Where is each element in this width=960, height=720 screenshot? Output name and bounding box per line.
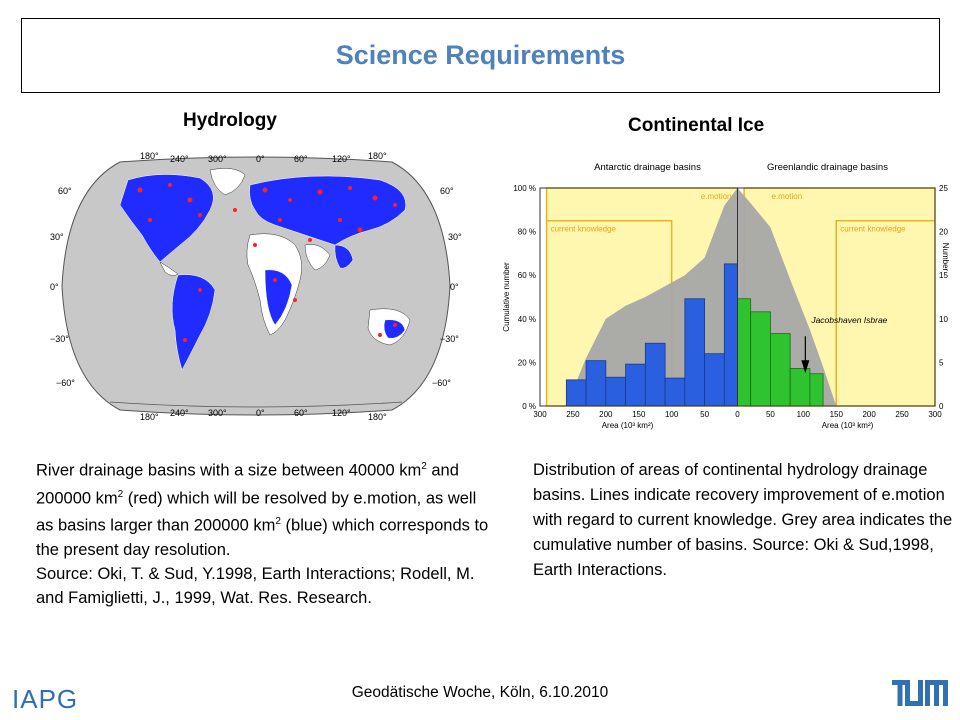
x-tick: 100	[664, 410, 679, 419]
lat-label: −30°	[440, 334, 459, 344]
greenland-bar	[790, 369, 810, 406]
footer-event: Geodätische Woche, Köln, 6.10.2010	[351, 684, 609, 701]
y-tick-left: 40 %	[517, 314, 536, 324]
lat-label: −30°	[50, 334, 69, 344]
greenland-bar	[738, 299, 751, 406]
y-tick-right: 15	[939, 271, 948, 281]
current-label-right: current knowledge	[840, 224, 906, 234]
y-tick-right: 0	[939, 402, 944, 411]
lon-label: 300°	[208, 154, 227, 164]
y-tick-right: 10	[939, 314, 948, 324]
antarctic-bar	[606, 377, 626, 406]
lon-label: 180°	[368, 151, 387, 161]
continental-ice-heading: Continental Ice	[628, 115, 765, 136]
lon-label: 240°	[170, 408, 189, 418]
lon-label: 180°	[140, 412, 159, 422]
x-label-right: Area (10³ km²)	[821, 421, 874, 430]
lon-label: 60°	[294, 408, 308, 418]
x-tick: 50	[700, 410, 710, 419]
basins-chart	[495, 150, 950, 430]
greenland-bar	[770, 334, 790, 406]
lat-label: 30°	[50, 232, 64, 242]
hydrology-caption-source: Source: Oki, T. & Sud, Y.1998, Earth Interactions; Rodell, M. and Famiglietti, J., 1999, Wat. Res. Research.	[36, 564, 475, 607]
lon-label: 120°	[332, 154, 351, 164]
emotion-label-left: e.motion	[700, 191, 732, 201]
x-tick: 0	[735, 410, 740, 419]
antarctic-bar	[645, 343, 665, 406]
antarctic-bar	[566, 380, 586, 406]
y-tick-right: 20	[939, 227, 948, 237]
tum-logo-svg	[892, 680, 948, 706]
world-map	[50, 150, 462, 422]
lat-label: −60°	[432, 378, 451, 388]
greenland-bar	[810, 374, 823, 406]
antarctic-bar	[586, 361, 606, 406]
lat-label: 0°	[50, 282, 59, 292]
lon-label: 0°	[256, 154, 265, 164]
x-tick: 200	[862, 410, 876, 419]
lon-label: 180°	[140, 151, 159, 161]
lon-label: 60°	[294, 154, 308, 164]
slide-title: Science Requirements	[335, 40, 626, 70]
lat-label: 60°	[440, 186, 454, 196]
y-tick-left: 100 %	[513, 184, 536, 193]
x-label-left: Area (10³ km²)	[601, 421, 654, 430]
x-tick: 200	[599, 410, 613, 419]
y-tick-right: 25	[939, 184, 948, 193]
y-label-right: Number	[941, 242, 950, 272]
chart-title-right: Greenlandic drainage basins	[767, 162, 888, 173]
y-tick-left: 20 %	[517, 358, 536, 368]
antarctic-bar	[685, 299, 705, 406]
x-tick: 150	[632, 410, 646, 419]
greenland-bar	[751, 312, 771, 406]
antarctic-bar	[724, 264, 737, 406]
x-tick: 50	[765, 410, 775, 419]
hydrology-heading: Hydrology	[183, 110, 277, 131]
antarctic-bar	[626, 364, 646, 406]
y-tick-left: 60 %	[517, 271, 536, 281]
x-tick: 250	[895, 410, 909, 419]
chart-title-left: Antarctic drainage basins	[594, 162, 701, 173]
y-tick-left: 0 %	[522, 402, 536, 411]
x-tick: 250	[566, 410, 580, 419]
lon-label: 180°	[368, 412, 387, 422]
y-tick-right: 5	[939, 358, 944, 368]
map-lon-labels-bottom	[140, 408, 387, 422]
antarctic-bar	[665, 378, 685, 406]
x-tick: 300	[533, 410, 547, 419]
emotion-label-right: e.motion	[771, 191, 803, 201]
x-tick: 100	[796, 410, 811, 419]
lon-label: 240°	[170, 154, 189, 164]
lat-label: 60°	[58, 186, 72, 196]
basins-chart-svg	[495, 150, 950, 430]
iapg-logo: IAPG	[12, 684, 79, 714]
x-tick: 150	[829, 410, 843, 419]
antarctic-bar	[705, 354, 725, 406]
map-lon-labels-top	[140, 151, 387, 164]
x-tick: 300	[928, 410, 942, 419]
world-map-svg	[50, 150, 462, 422]
slide-title-box	[21, 18, 940, 93]
tum-logo	[892, 680, 948, 711]
lat-label: 0°	[450, 282, 459, 292]
y-label-left: Cumulative number	[502, 262, 511, 332]
jacobshaven-label: Jacobshaven Isbrae	[811, 315, 888, 326]
current-label-left: current knowledge	[550, 224, 616, 234]
hydrology-caption-text: River drainage basins with a size between 40000 $km^2$ and 200000 $km^2$ (red) which will be resolved by e.motion, as well as basins larger than 200000 $km^2$ (blue) which corresponds to the present day resolution.	[36, 461, 489, 559]
lat-label: 30°	[448, 232, 462, 242]
lat-label: −60°	[56, 378, 75, 388]
ice-caption: Distribution of areas of continental hydrology drainage basins. Lines indicate recovery improvement of e.motion with regard to current knowledge. Grey area indicates the cumulative number of basins. Source: Oki & Sud,1998, Earth Interactions.	[533, 461, 953, 579]
y-tick-left: 80 %	[517, 227, 536, 237]
lon-label: 120°	[332, 408, 351, 418]
hydrology-caption	[36, 455, 496, 610]
lon-label: 0°	[256, 408, 265, 418]
lon-label: 300°	[208, 408, 227, 418]
